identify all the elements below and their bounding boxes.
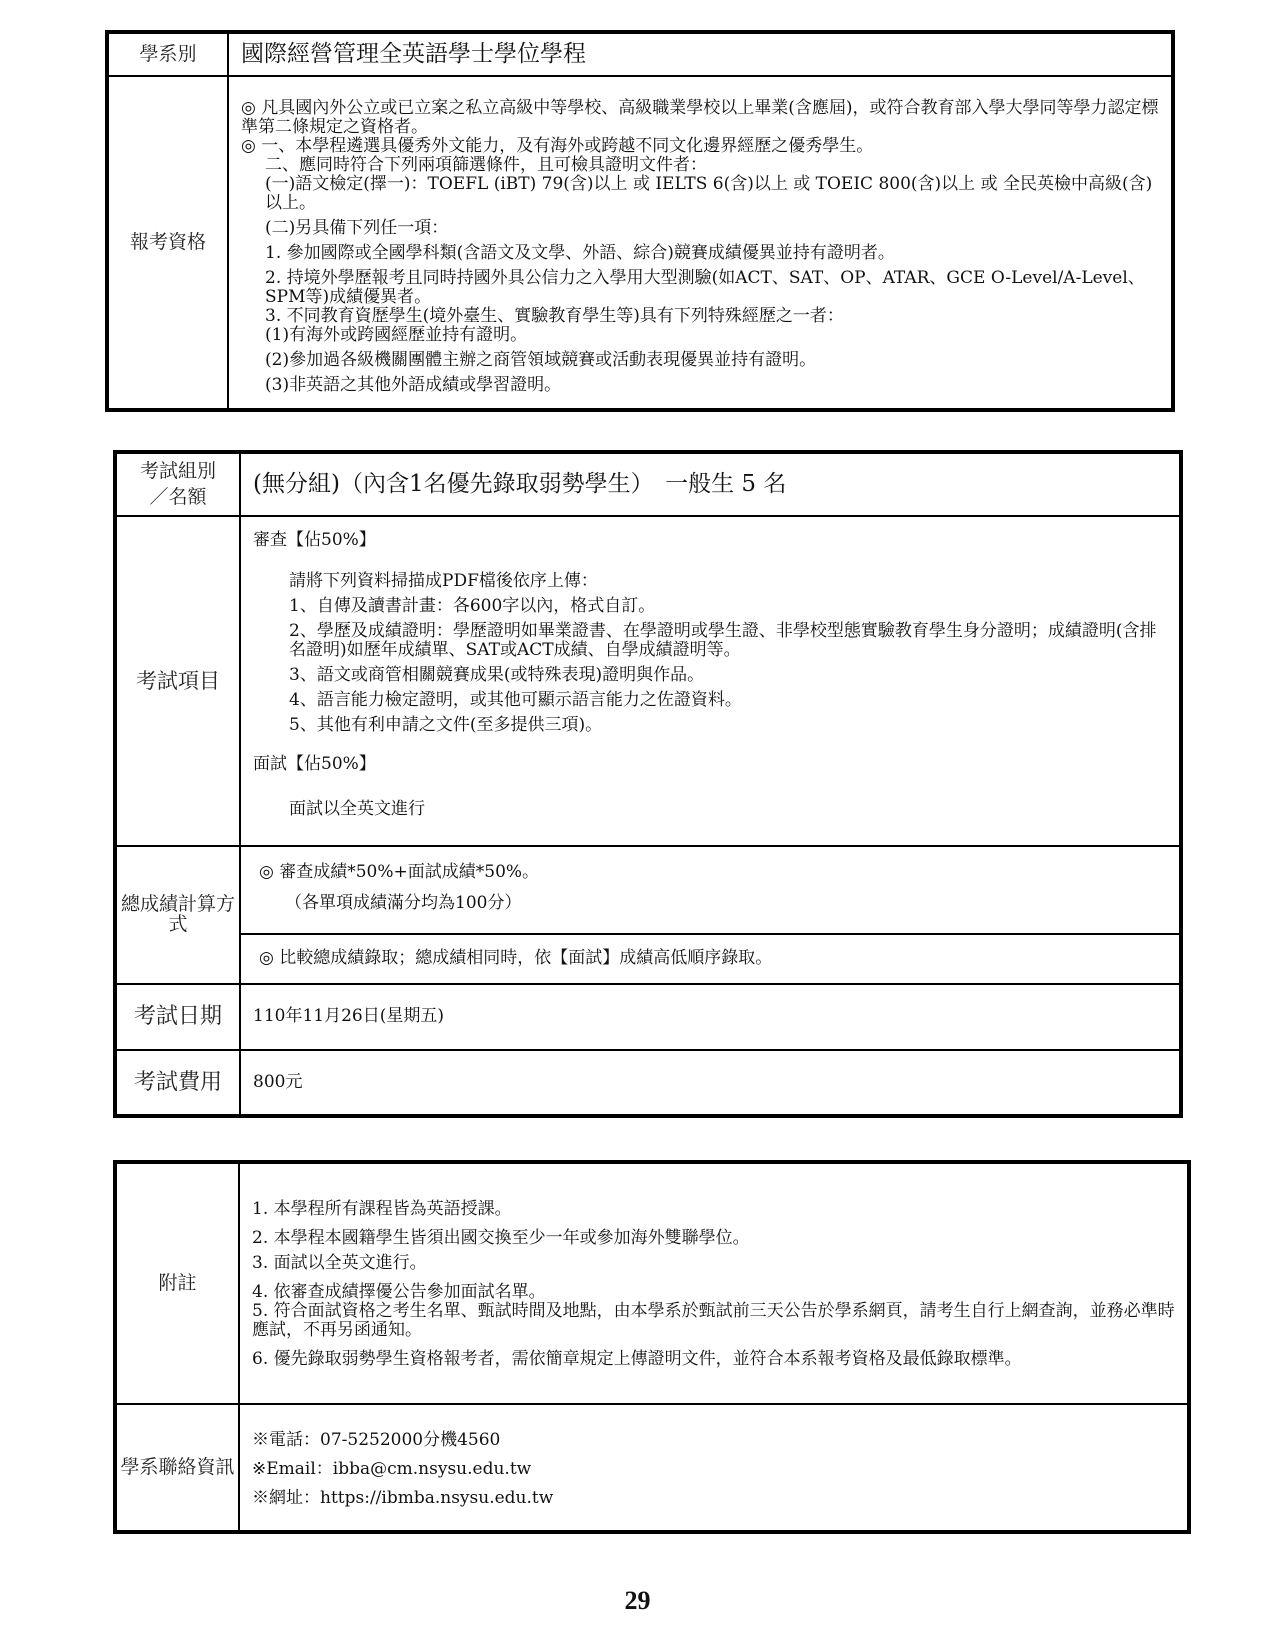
- exam-info-table: [113, 450, 1183, 1118]
- qualification-line: 2. 持境外學歷報考且同時持國外具公信力之入學用大型測驗(如ACT、SAT、OP、ATAR、GCE O-Level/A-Level、SPM等)成績優異者。: [265, 268, 1145, 308]
- note-item: 4. 依審查成績擇優公告參加面試名單。: [252, 1282, 546, 1303]
- contact-label: 學系聯絡資訊: [115, 1404, 239, 1532]
- contact-email[interactable]: ※Email：ibba@cm.nsysu.edu.tw: [252, 1459, 532, 1480]
- department-qualification-table: [105, 30, 1175, 412]
- exam-group-label-line1: 考試組別: [139, 459, 216, 482]
- exam-date-value: 110年11月26日(星期五): [240, 984, 1181, 1050]
- exam-date-label: 考試日期: [115, 984, 240, 1050]
- contact-website[interactable]: ※網址：https://ibmba.nsysu.edu.tw: [252, 1488, 554, 1509]
- exam-group-label: [115, 452, 240, 516]
- qualification-line: 1. 參加國際或全國學科類(含語文及文學、外語、綜合)競賽成績優異並持有證明者。: [265, 243, 895, 264]
- contact-content: [239, 1404, 1189, 1532]
- note-item: 6. 優先錄取弱勢學生資格報考者，需依簡章規定上傳證明文件，並符合本系報考資格及最低錄取標準。: [252, 1349, 1022, 1370]
- exam-group-label-line2: ／名額: [149, 485, 207, 508]
- exam-fee-label: 考試費用: [115, 1050, 240, 1116]
- qualification-line: (3)非英語之其他外語成績或學習證明。: [265, 375, 562, 396]
- page-number: 29: [624, 1586, 651, 1615]
- exam-items-content: [240, 516, 1181, 846]
- score-method-label: 總成績計算方式: [115, 846, 240, 984]
- qualification-line: 二、應同時符合下列兩項篩選條件，且可檢具證明文件者：: [265, 155, 707, 176]
- review-title: 審查【佔50%】: [253, 530, 376, 550]
- note-item: 2. 本學程本國籍學生皆須出國交換至少一年或參加海外雙聯學位。: [252, 1228, 750, 1249]
- department-label: 學系別: [107, 32, 228, 76]
- qualification-content: [228, 76, 1173, 410]
- review-item: 5、其他有利申請之文件(至多提供三項)。: [289, 715, 603, 736]
- review-intro: 請將下列資料掃描成PDF檔後依序上傳：: [289, 571, 598, 592]
- review-item: 4、語言能力檢定證明，或其他可顯示語言能力之佐證資料。: [289, 690, 742, 711]
- notes-contact-table: [113, 1160, 1191, 1534]
- note-item: 1. 本學程所有課程皆為英語授課。: [252, 1199, 512, 1219]
- interview-title: 面試【佔50%】: [253, 754, 376, 775]
- note-item: 3. 面試以全英文進行。: [252, 1253, 427, 1274]
- qualification-label: 報考資格: [107, 76, 228, 410]
- qualification-line: (2)參加過各級機關團體主辦之商管領域競賽或活動表現優異並持有證明。: [265, 350, 817, 371]
- notes-content: [239, 1162, 1189, 1404]
- interview-desc: 面試以全英文進行: [289, 799, 425, 820]
- qualification-line: (一)語文檢定(擇一)：TOEFL (iBT) 79(含)以上 或 IELTS 6(含)以上 或 TOEIC 800(含)以上 或 全民英檢中高級(含)以上。: [265, 174, 1153, 214]
- review-item: 2、學歷及成績證明：學歷證明如畢業證書、在學證明或學生證、非學校型態實驗教育學生身分證明；成績證明(含排名證明)如歷年成績單、SAT或ACT成績、自學成績證明等。: [289, 621, 1157, 661]
- qualification-line: (二)另具備下列任一項：: [265, 218, 449, 239]
- score-method-content: [240, 846, 1181, 934]
- score-note: （各單項成績滿分均為100分）: [285, 893, 522, 914]
- note-item: 5. 符合面試資格之考生名單、甄試時間及地點，由本學系於甄試前三天公告於學系網頁，請考生自行上網查詢，並務必準時應試，不再另函通知。: [252, 1301, 1175, 1341]
- contact-phone: ※電話：07-5252000分機4560: [252, 1430, 501, 1450]
- score-formula: ◎ 審查成績*50%+面試成績*50%。: [259, 862, 540, 882]
- qualification-line: ◎ 一、本學程遴選具優秀外文能力，及有海外或跨越不同文化邊界經歷之優秀學生。: [241, 136, 874, 157]
- qualification-line: (1)有海外或跨國經歷並持有證明。: [265, 325, 528, 346]
- exam-items-label: 考試項目: [115, 516, 240, 846]
- department-name: 國際經營管理全英語學士學位學程: [228, 32, 1173, 76]
- score-tiebreak: ◎ 比較總成績錄取；總成績相同時，依【面試】成績高低順序錄取。: [240, 934, 1181, 984]
- qualification-line: ◎ 凡具國內外公立或已立案之私立高級中等學校、高級職業學校以上畢業(含應屆)，或符合教育部入學大學同等學力認定標準第二條規定之資格者。: [241, 98, 1159, 138]
- exam-fee-value: 800元: [240, 1050, 1181, 1116]
- review-item: 1、自傳及讀書計畫：各600字以內，格式自訂。: [289, 596, 656, 617]
- qualification-line: 3. 不同教育資歷學生(境外臺生、實驗教育學生等)具有下列特殊經歷之一者：: [265, 306, 844, 327]
- notes-label: 附註: [115, 1162, 239, 1404]
- exam-group-value: (無分組)（內含1名優先錄取弱勢學生） 一般生 5 名: [240, 452, 1181, 516]
- review-item: 3、語文或商管相關競賽成果(或特殊表現)證明與作品。: [289, 665, 705, 686]
